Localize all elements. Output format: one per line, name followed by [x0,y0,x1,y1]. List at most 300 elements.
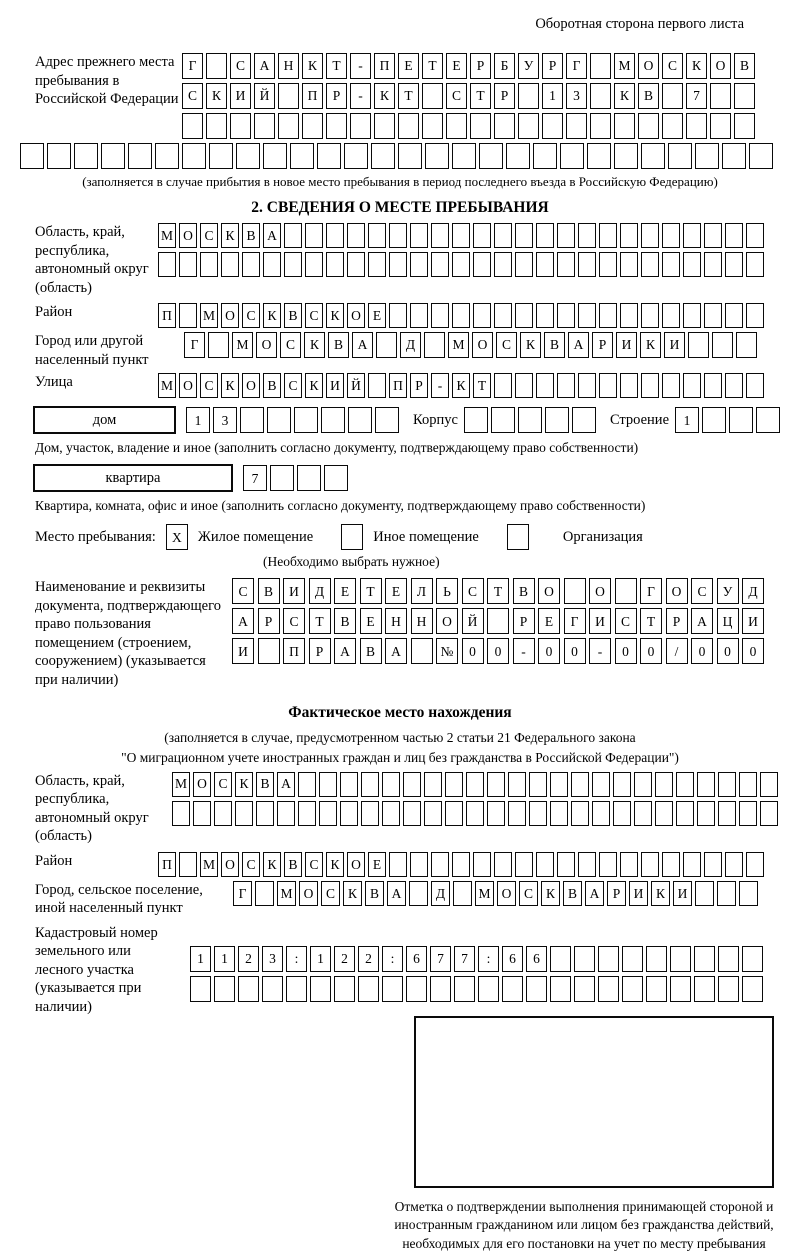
char-cell [550,946,571,972]
char-cell [566,113,587,139]
char-cell [494,223,512,248]
char-cell [473,852,491,877]
char-cell [508,801,526,826]
char-cell [319,772,337,797]
char-cell [209,143,233,169]
char-cell: О [666,578,688,604]
char-cell: А [232,608,254,634]
actual-note-2: "О миграционном учете иностранных граждан и лиц без гражданства в Российской Федерации") [121,749,679,765]
char-cell: К [326,852,344,877]
char-cell: В [256,772,274,797]
char-cell: Й [254,83,275,109]
char-cell: Р [666,608,688,634]
cadastral-label: Кадастровый номер земельного или лесного участка (указывается при наличии) [35,924,158,1016]
char-cell [614,143,638,169]
char-cell: К [304,332,325,358]
char-cell [206,53,227,79]
char-cell: К [235,772,253,797]
char-cell: П [389,373,407,398]
char-cell [662,223,680,248]
document-row-2 [232,608,764,634]
char-cell [634,772,652,797]
char-cell [238,976,259,1002]
char-cell: 2 [358,946,379,972]
char-cell [424,332,445,358]
char-cell: 7 [686,83,707,109]
region-row-2 [158,252,764,277]
char-cell [431,223,449,248]
char-cell [739,881,758,906]
char-cell [598,946,619,972]
actual-city-block [20,881,780,918]
char-cell [734,83,755,109]
char-cell [310,976,331,1002]
char-cell: 0 [691,638,713,664]
char-cell [622,976,643,1002]
char-cell: М [277,881,296,906]
char-cell [641,303,659,328]
char-cell: Т [470,83,491,109]
char-cell [686,113,707,139]
char-cell [599,223,617,248]
char-cell [368,373,386,398]
char-cell: Т [360,578,382,604]
char-cell [389,252,407,277]
char-cell: О [538,578,560,604]
korpus-label: Корпус [413,411,458,428]
char-cell [506,143,530,169]
char-cell: К [343,881,362,906]
house-note: Дом, участок, владение и иное (заполнить согласно документу, подтверждающему право собственности) [35,440,639,456]
char-cell [662,83,683,109]
char-cell [697,772,715,797]
char-cell: 6 [502,946,523,972]
char-cell [411,638,433,664]
char-cell: Б [494,53,515,79]
char-cell: - [513,638,535,664]
char-cell [545,407,569,433]
char-cell: У [717,578,739,604]
char-cell [410,303,428,328]
char-cell: Р [513,608,535,634]
char-cell [101,143,125,169]
char-cell: М [614,53,635,79]
char-cell [557,373,575,398]
char-cell [182,113,203,139]
char-cell: С [182,83,203,109]
char-cell [746,223,764,248]
apartment-note: Квартира, комната, офис и иное (заполнить согласно документу, подтверждающему право собственности) [35,498,646,514]
char-cell [431,852,449,877]
char-cell: А [254,53,275,79]
char-cell [725,303,743,328]
char-cell [518,407,542,433]
char-cell [302,113,323,139]
char-cell [398,113,419,139]
char-cell [371,143,395,169]
char-cell: 6 [526,946,547,972]
char-cell: - [350,53,371,79]
char-cell [697,801,715,826]
house-row [33,406,780,434]
city-row [184,332,757,358]
house-name-box: дом [33,406,176,434]
char-cell: Р [410,373,428,398]
char-cell [326,223,344,248]
char-cell [267,407,291,433]
street-block [20,373,780,398]
checkbox-inoe [341,524,363,550]
char-cell: У [518,53,539,79]
char-cell: 1 [675,407,699,433]
char-cell [452,303,470,328]
char-cell: И [664,332,685,358]
char-cell: Г [564,608,586,634]
char-cell: С [446,83,467,109]
char-cell: 0 [742,638,764,664]
char-cell [242,252,260,277]
char-cell: К [206,83,227,109]
char-cell [578,373,596,398]
char-cell [284,252,302,277]
char-cell: Е [368,852,386,877]
char-cell [190,976,211,1002]
char-cell [578,303,596,328]
char-cell: Е [446,53,467,79]
char-cell [494,113,515,139]
char-cell: И [589,608,611,634]
char-cell: В [284,303,302,328]
char-cell [494,373,512,398]
char-cell [155,143,179,169]
char-cell [620,303,638,328]
char-cell [494,852,512,877]
char-cell [598,976,619,1002]
document-row-1 [232,578,764,604]
char-cell: 2 [238,946,259,972]
char-cell: К [263,303,281,328]
actual-region-label: Область, край, республика, автономный округ (область) [35,772,149,845]
char-cell: К [374,83,395,109]
char-cell [403,801,421,826]
char-cell [515,303,533,328]
char-cell: С [242,303,260,328]
char-cell [646,976,667,1002]
char-cell: М [200,303,218,328]
char-cell [571,772,589,797]
char-cell [466,772,484,797]
apartment-row [33,464,780,492]
char-cell: № [436,638,458,664]
char-cell [729,407,753,433]
char-cell [695,143,719,169]
char-cell [478,976,499,1002]
char-cell: П [158,852,176,877]
char-cell [452,852,470,877]
char-cell: Г [182,53,203,79]
char-cell [350,113,371,139]
char-cell [290,143,314,169]
char-cell: А [585,881,604,906]
char-cell: 1 [214,946,235,972]
char-cell: О [347,303,365,328]
char-cell: И [673,881,692,906]
char-cell [368,223,386,248]
char-cell: С [519,881,538,906]
char-cell: В [563,881,582,906]
char-cell [712,332,733,358]
stroenie-cells [675,407,780,433]
char-cell [270,465,294,491]
char-cell [326,113,347,139]
char-cell [550,976,571,1002]
char-cell [526,976,547,1002]
char-cell [425,143,449,169]
char-cell [529,772,547,797]
char-cell: Ц [717,608,739,634]
char-cell: М [232,332,253,358]
char-cell [717,881,736,906]
char-cell [641,223,659,248]
char-cell [746,252,764,277]
char-cell: М [448,332,469,358]
char-cell: И [283,578,305,604]
district-row [158,303,764,328]
char-cell [599,373,617,398]
char-cell: Г [640,578,662,604]
char-cell [410,852,428,877]
char-cell: А [334,638,356,664]
prev-address-block [20,53,780,139]
char-cell: О [497,881,516,906]
char-cell: В [328,332,349,358]
char-cell: С [283,608,305,634]
char-cell [739,801,757,826]
char-cell [670,976,691,1002]
char-cell [284,223,302,248]
char-cell: Р [309,638,331,664]
char-cell [550,772,568,797]
district-block [20,303,780,328]
actual-region-row-2 [172,801,778,826]
char-cell [422,113,443,139]
char-cell: П [158,303,176,328]
char-cell [403,772,421,797]
char-cell: С [615,608,637,634]
char-cell [529,801,547,826]
char-cell [683,852,701,877]
char-cell [452,223,470,248]
char-cell [662,852,680,877]
char-cell: О [242,373,260,398]
char-cell [592,772,610,797]
char-cell [454,976,475,1002]
char-cell: / [666,638,688,664]
korpus-cells [464,407,596,433]
char-cell [599,852,617,877]
char-cell: Н [411,608,433,634]
char-cell [518,113,539,139]
char-cell: - [350,83,371,109]
char-cell [278,113,299,139]
house-number-cells [186,407,399,433]
char-cell: К [302,53,323,79]
char-cell: М [172,772,190,797]
char-cell: А [352,332,373,358]
street-label: Улица [35,374,73,391]
char-cell [470,113,491,139]
char-cell: Е [538,608,560,634]
document-row-3 [232,638,764,664]
char-cell: Р [494,83,515,109]
char-cell [646,946,667,972]
char-cell: Т [398,83,419,109]
char-cell: К [221,373,239,398]
prev-address-row-3 [182,113,755,139]
char-cell: М [475,881,494,906]
char-cell [718,801,736,826]
char-cell: О [256,332,277,358]
actual-region-block [20,772,780,846]
char-cell [683,303,701,328]
region-block [20,223,780,297]
checkbox-zhiloe: X [166,524,188,550]
char-cell [128,143,152,169]
char-cell: Р [470,53,491,79]
char-cell [718,946,739,972]
char-cell [704,252,722,277]
char-cell [258,638,280,664]
char-cell [487,772,505,797]
char-cell [321,407,345,433]
char-cell [502,976,523,1002]
char-cell: О [179,223,197,248]
char-cell [487,801,505,826]
char-cell: К [305,373,323,398]
char-cell [298,772,316,797]
stamp-box [414,1016,774,1188]
char-cell: В [638,83,659,109]
char-cell [431,303,449,328]
char-cell [742,976,763,1002]
char-cell [368,252,386,277]
char-cell: О [221,852,239,877]
char-cell: В [284,852,302,877]
char-cell [410,223,428,248]
char-cell [634,801,652,826]
char-cell: С [662,53,683,79]
char-cell [431,252,449,277]
char-cell: Д [431,881,450,906]
char-cell: С [305,303,323,328]
char-cell [446,113,467,139]
char-cell [622,946,643,972]
char-cell: В [242,223,260,248]
char-cell: : [286,946,307,972]
char-cell [305,223,323,248]
char-cell [452,252,470,277]
char-cell: С [214,772,232,797]
char-cell: К [452,373,470,398]
char-cell: А [263,223,281,248]
char-cell: Г [184,332,205,358]
stay-type-row [35,524,780,550]
char-cell [641,252,659,277]
char-cell: : [382,946,403,972]
char-cell [578,223,596,248]
char-cell [590,53,611,79]
char-cell: О [472,332,493,358]
char-cell [592,801,610,826]
char-cell [305,252,323,277]
char-cell [557,223,575,248]
char-cell: 3 [213,407,237,433]
street-row [158,373,764,398]
char-cell [542,113,563,139]
cadastral-block [20,924,780,1254]
char-cell [409,881,428,906]
document-label: Наименование и реквизиты документа, подтверждающего право пользования помещением (строением, сооружением) (указывается при наличии) [35,579,221,689]
char-cell: И [616,332,637,358]
char-cell: Т [309,608,331,634]
char-cell: С [232,578,254,604]
char-cell [235,801,253,826]
city-block [20,332,780,369]
char-cell [676,772,694,797]
char-cell [277,801,295,826]
char-cell [756,407,780,433]
char-cell: В [513,578,535,604]
char-cell [655,772,673,797]
char-cell: С [284,373,302,398]
char-cell [494,252,512,277]
actual-note-1: (заполняется в случае, предусмотренном частью 2 статьи 21 Федерального закона [164,729,636,745]
char-cell: О [221,303,239,328]
char-cell [710,83,731,109]
char-cell: 1 [186,407,210,433]
char-cell [406,976,427,1002]
char-cell [725,223,743,248]
char-cell [206,113,227,139]
char-cell [739,772,757,797]
char-cell: 0 [717,638,739,664]
char-cell: А [277,772,295,797]
char-cell: С [230,53,251,79]
char-cell: К [640,332,661,358]
char-cell: И [742,608,764,634]
char-cell: Р [607,881,626,906]
char-cell [182,143,206,169]
char-cell: 1 [542,83,563,109]
char-cell: В [544,332,565,358]
char-cell: А [691,608,713,634]
char-cell [620,252,638,277]
char-cell [452,143,476,169]
char-cell [615,578,637,604]
cadastral-row-1 [190,946,780,972]
char-cell: К [520,332,541,358]
char-cell: В [360,638,382,664]
char-cell: Р [258,608,280,634]
char-cell [424,772,442,797]
char-cell [560,143,584,169]
char-cell: 6 [406,946,427,972]
actual-district-label: Район [35,852,73,869]
char-cell [382,976,403,1002]
char-cell [564,578,586,604]
char-cell [297,465,321,491]
char-cell [74,143,98,169]
